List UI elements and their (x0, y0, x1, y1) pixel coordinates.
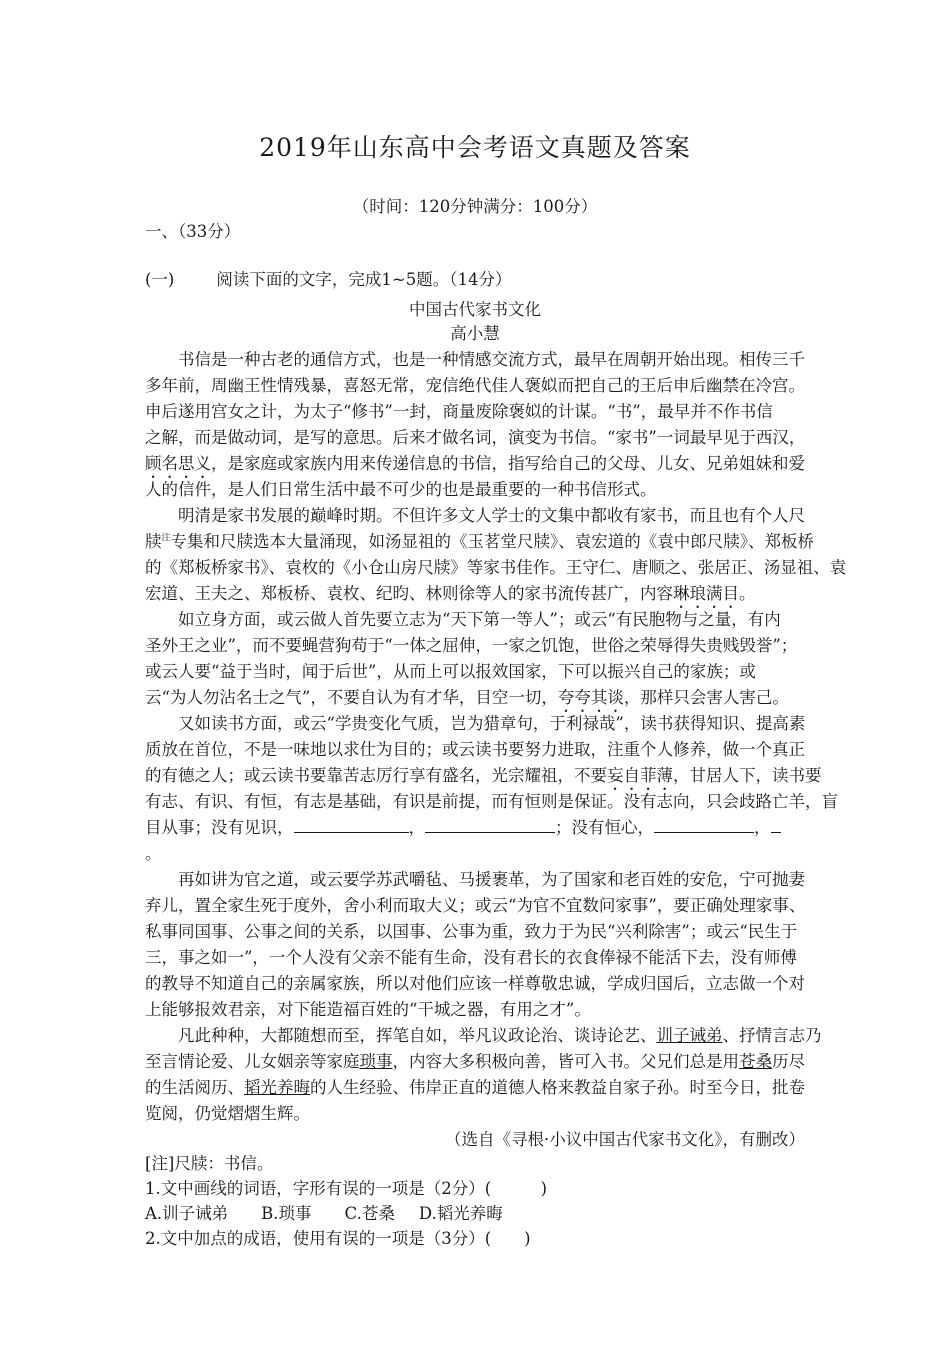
answer-blank[interactable] (425, 818, 555, 833)
footnote: [注]尺牍：书信。 (145, 1154, 274, 1173)
answer-blank[interactable] (294, 818, 409, 833)
underlined-word: 琐事 (359, 1052, 393, 1071)
answer-blank[interactable] (771, 818, 781, 833)
part-heading (145, 266, 810, 290)
option-b[interactable]: B.琐事 (261, 1204, 312, 1223)
p5-line: 上能够报效君亲，对下能造福百姓的“干城之器，有用之才”。 (145, 1000, 591, 1019)
exam-info: （时间：120分钟满分：100分） (352, 197, 598, 216)
p5-line: 私事同国事、公事之间的关系，以国事、公事为重，致力于为民“兴利除害”；或云“民生于 (145, 922, 798, 941)
underlined-word: 韬光养晦 (244, 1078, 310, 1097)
source-citation: （选自《寻根·小议中国古代家书文化》，有删改） (445, 1130, 805, 1149)
dotted-idiom: 顾名思义， (145, 454, 228, 473)
option-a[interactable]: A.训子诫弟 (145, 1204, 229, 1223)
p6-line: 至言情论爱、儿女姻亲等家庭琐事，内容大多积极向善，皆可入书。父兄们总是用苍桑历尽 (145, 1052, 805, 1071)
p3-line: 如立身方面，或云做人首先要立志为“天下第一等人”；或云“有民胞物与之量，有内 (178, 610, 781, 629)
question-2: 2.文中加点的成语，使用有误的一项是（3分）( ) (145, 1229, 531, 1248)
answer-blank[interactable] (654, 818, 754, 833)
article-author: 高小慧 (450, 324, 500, 343)
p1-line: 书信是一种古老的通信方式，也是一种情感交流方式，最早在周朝开始出现。相传三千 (178, 350, 805, 369)
p2-line: 宏道、王夫之、郑板桥、袁枚、纪昀、林则徐等人的家书流传甚广，内容琳琅满目。 (145, 584, 756, 603)
p4-line: 。 (145, 844, 162, 863)
part-instruction: 阅读下面的文字，完成1~5题。（14分） (216, 270, 512, 289)
part-label: (一) (145, 270, 175, 289)
p6-line: 凡此种种，大都随想而至，挥笔自如，举凡议政论治、谈诗论艺、训子诫弟、抒情言志乃 (178, 1026, 822, 1045)
question-1-options (145, 1200, 810, 1224)
dotted-idiom: 夸夸其谈 (557, 688, 624, 707)
p1-line: 申后遂用宫女之计，为太子“修书”一封，商量废除褒姒的计谋。“书”，最早并不作书信 (145, 402, 773, 421)
dotted-idiom: 琳琅满目 (673, 584, 739, 603)
dotted-idiom: 妄自菲薄 (607, 766, 673, 785)
section-heading: 一、（33分） (145, 222, 241, 241)
p1-line: 顾名思义，是家庭或家族内用来传递信息的书信，指写给自己的父母、儿女、兄弟姐妹和爱 (145, 454, 805, 473)
p5-line: 再如讲为官之道，或云要学苏武嚼毡、马援裹革，为了国家和老百姓的安危，宁可抛妻 (178, 870, 805, 889)
article-title: 中国古代家书文化 (409, 300, 541, 319)
option-d[interactable]: D.韬光养晦 (418, 1204, 503, 1223)
underlined-word: 苍桑 (739, 1052, 772, 1071)
p4-line: 又如读书方面，或云“学贵变化气质，岂为猎章句，于利禄哉”，读书获得知识、提高素 (178, 714, 806, 733)
p5-line: 弃儿，置全家生死于度外，舍小利而取大义；或云“为官不宜数问家事”，要正确处理家事、 (145, 896, 806, 915)
question-1: 1.文中画线的词语，字形有误的一项是（2分）( ) (145, 1179, 548, 1198)
p3-line: 云“为人勿沾名士之气”，不要自认为有才华，目空一切，夸夸其谈，那样只会害人害己。 (145, 688, 789, 707)
p2-line: 明清是家书发展的巅峰时期。不但许多文人学士的文集中都收有家书，而且也有个人尺 (178, 506, 805, 525)
p6-line: 览阅，仍觉熠熠生辉。 (145, 1104, 310, 1123)
p4-line: 的有德之人；或云读书要靠苦志厉行享有盛名，光宗耀祖，不要妄自菲薄，甘居人下，读书要 (145, 766, 822, 785)
p4-line: 目从事；没有见识， ， ；没有恒心， ， (145, 814, 810, 838)
p2-line: 牍$^注$专集和尺牍选本大量涌现，如汤显祖的《玉茗堂尺牍》、袁宏道的《袁中郎尺牍》、郑板桥 (145, 532, 815, 551)
p1-line: 之解，而是做动词，是写的意思。后来才做名词，演变为书信。“家书”一词最早见于西汉， (145, 428, 806, 447)
p2-line: 的《郑板桥家书》、袁枚的《小仓山房尺牍》等家书佳作。王守仁、唐顺之、张居正、汤显祖、袁 (145, 558, 847, 577)
p5-line: 的教导不知道自己的亲属家族，所以对他们应该一样尊敬忠诚，学成归国后，立志做一个对 (145, 974, 805, 993)
p4-line: 质放在首位，不是一味地以求仕为目的；或云读书要努力进取，注重个人修养，做一个真正 (145, 740, 805, 759)
page-title: 2019年山东高中会考语文真题及答案 (259, 133, 691, 162)
option-c[interactable]: C.苍桑 (344, 1204, 395, 1223)
p6-line: 的生活阅历、韬光养晦的人生经验、伟岸正直的道德人格来教益自家子孙。时至今日，批卷 (145, 1078, 805, 1097)
p5-line: 三，事之如一”，一个人没有父亲不能有生命，没有君长的衣食俸禄不能活下去，没有师傅 (145, 948, 797, 967)
note-mark: 注 (161, 533, 171, 544)
p3-line: 或云人要“益于当时，闻于后世”，从而上可以报效国家，下可以振兴自己的家族；或 (145, 662, 756, 681)
p1-line: 多年前，周幽王性情残暴，喜怒无常，宠信绝代佳人褒姒而把自己的王后申后幽禁在冷宫。 (145, 376, 805, 395)
p1-line: 人的信件，是人们日常生活中最不可少的也是最重要的一种书信形式。 (145, 480, 657, 499)
p3-line: 圣外王之业”，而不要蝇营狗苟于“一体之屈伸，一家之饥饱，世俗之荣辱得失贵贱毁誉”； (145, 636, 798, 655)
p4-line: 有志、有识、有恒，有志是基础，有识是前提，而有恒则是保证。没有志向，只会歧路亡羊，盲 (145, 792, 838, 811)
underlined-word: 训子诫弟 (656, 1026, 723, 1045)
